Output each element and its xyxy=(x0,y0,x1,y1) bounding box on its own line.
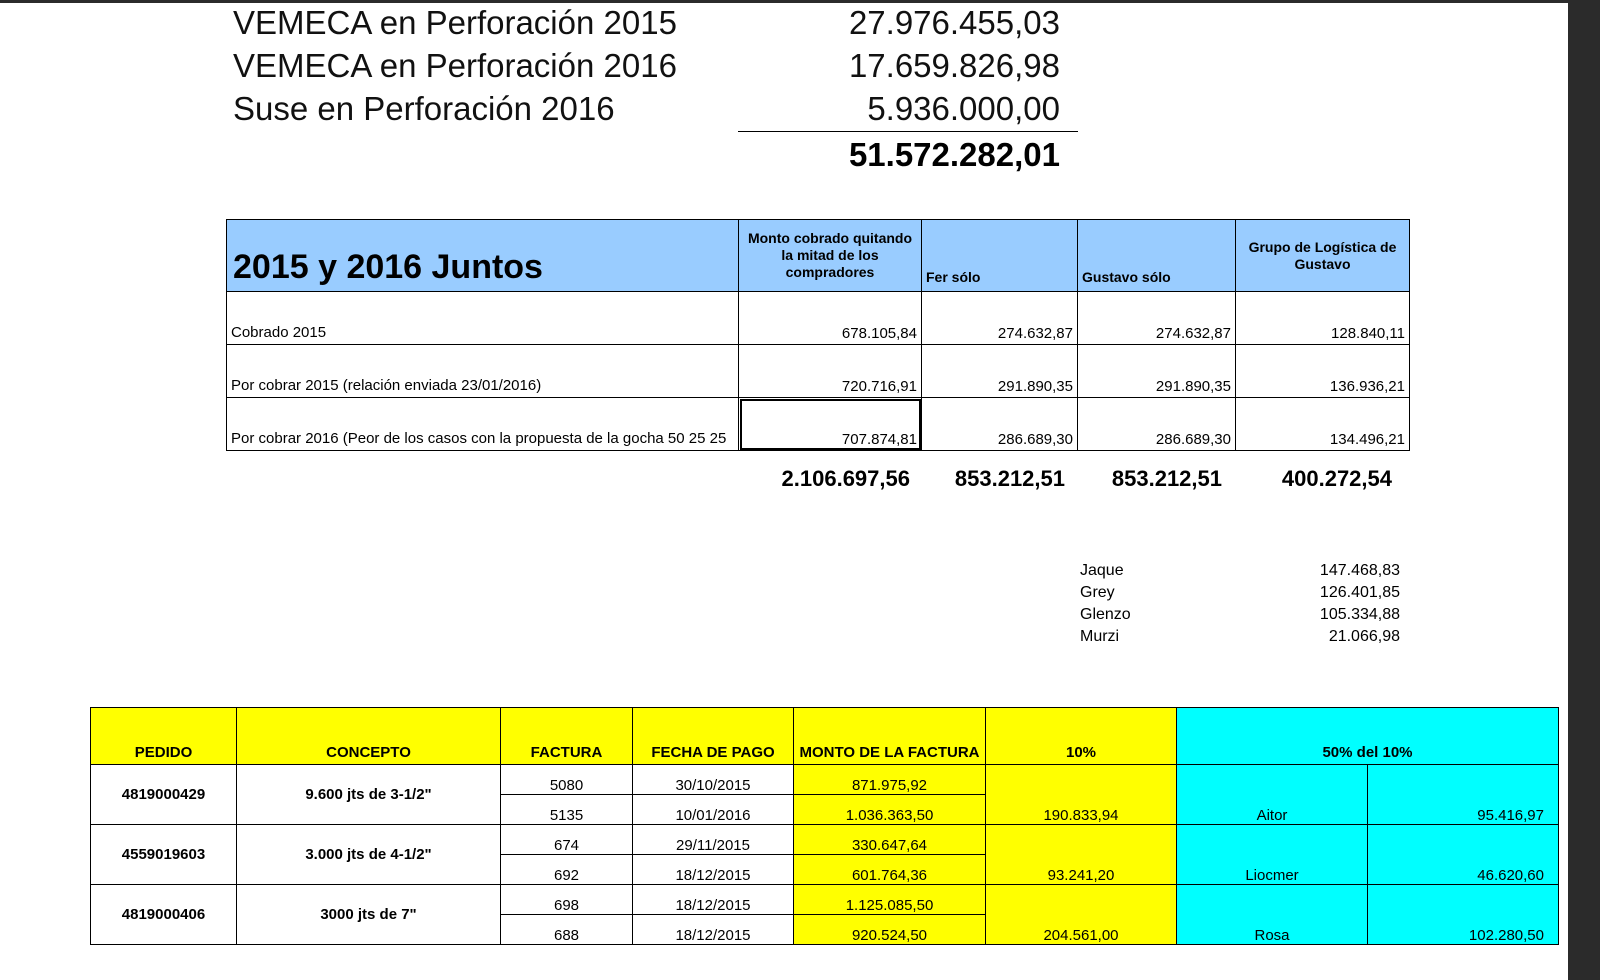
cell-fecha[interactable]: 29/11/2015 xyxy=(633,825,794,855)
person-value: 126.401,85 xyxy=(1319,584,1400,601)
cell-diez[interactable]: 204.561,00 xyxy=(986,885,1177,945)
row-label[interactable]: Por cobrar 2016 (Peor de los casos con la propuesta de la gocha 50 25 25 xyxy=(227,398,739,451)
header-fer-text: Fer sólo xyxy=(926,269,981,285)
cell-pedido[interactable]: 4819000429 xyxy=(91,765,237,825)
cell-factura[interactable]: 688 xyxy=(501,915,633,945)
cell-factura[interactable]: 5080 xyxy=(501,765,633,795)
header-monto[interactable]: MONTO DE LA FACTURA xyxy=(794,708,986,765)
cell-fer[interactable]: 291.890,35 xyxy=(922,345,1078,398)
header-grupo[interactable]: Grupo de Logística de Gustavo xyxy=(1236,220,1410,292)
table-row xyxy=(91,885,1559,915)
total-fer: 853.212,51 xyxy=(954,466,1065,491)
cell-fecha[interactable]: 30/10/2015 xyxy=(633,765,794,795)
person-value: 105.334,88 xyxy=(1319,606,1400,623)
total-gustavo: 853.212,51 xyxy=(1111,466,1222,491)
cell-fer[interactable]: 274.632,87 xyxy=(922,292,1078,345)
table-row xyxy=(91,765,1559,795)
cell-monto[interactable]: 720.716,91 xyxy=(739,345,922,398)
cell-monto[interactable]: 678.105,84 xyxy=(739,292,922,345)
summary-label: VEMECA en Perforación 2015 xyxy=(233,4,677,41)
cell-persona[interactable]: Rosa xyxy=(1177,885,1368,945)
window-top-border xyxy=(0,0,1600,3)
cell-gustavo[interactable]: 274.632,87 xyxy=(1078,292,1236,345)
table-row xyxy=(227,345,1410,398)
table-row xyxy=(91,825,1559,855)
cell-monto[interactable]: 920.524,50 xyxy=(794,915,986,945)
cell-monto[interactable]: 1.036.363,50 xyxy=(794,795,986,825)
header-pedido[interactable]: PEDIDO xyxy=(91,708,237,765)
header-concepto[interactable]: CONCEPTO xyxy=(237,708,501,765)
cell-concepto[interactable]: 3.000 jts de 4-1/2" xyxy=(237,825,501,885)
summary-sum-line xyxy=(738,131,1078,132)
header-gustavo[interactable] xyxy=(1078,220,1236,292)
header-gustavo-text: Gustavo sólo xyxy=(1082,269,1171,285)
table-title: 2015 y 2016 Juntos xyxy=(227,220,739,292)
summary-total: 51.572.282,01 xyxy=(848,136,1060,173)
cell-persona[interactable]: Aitor xyxy=(1177,765,1368,825)
cell-factura[interactable]: 692 xyxy=(501,855,633,885)
cell-monto[interactable]: 1.125.085,50 xyxy=(794,885,986,915)
invoice-table xyxy=(90,707,1559,945)
cell-concepto[interactable]: 9.600 jts de 3-1/2" xyxy=(237,765,501,825)
cell-diez[interactable]: 93.241,20 xyxy=(986,825,1177,885)
summary-label: Suse en Perforación 2016 xyxy=(233,90,615,127)
total-monto: 2.106.697,56 xyxy=(781,466,910,491)
row-label[interactable]: Por cobrar 2015 (relación enviada 23/01/2016) xyxy=(227,345,739,398)
cell-fecha[interactable]: 18/12/2015 xyxy=(633,915,794,945)
cell-fecha[interactable]: 10/01/2016 xyxy=(633,795,794,825)
header-monto[interactable]: Monto cobrado quitando la mitad de los compradores xyxy=(739,220,922,292)
cell-monto[interactable]: 871.975,92 xyxy=(794,765,986,795)
person-name: Jaque xyxy=(1080,562,1124,579)
person-name: Murzi xyxy=(1080,628,1120,645)
joint-summary-table xyxy=(226,219,1410,451)
table-row xyxy=(227,292,1410,345)
cell-pedido[interactable]: 4559019603 xyxy=(91,825,237,885)
header-diez[interactable]: 10% xyxy=(986,708,1177,765)
cell-fecha[interactable]: 18/12/2015 xyxy=(633,885,794,915)
cell-cincuenta[interactable]: 46.620,60 xyxy=(1368,825,1559,885)
summary-value: 5.936.000,00 xyxy=(867,90,1060,127)
cell-factura[interactable]: 674 xyxy=(501,825,633,855)
cell-cincuenta[interactable]: 102.280,50 xyxy=(1368,885,1559,945)
cell-monto[interactable]: 330.647,64 xyxy=(794,825,986,855)
cell-factura[interactable]: 5135 xyxy=(501,795,633,825)
cell-diez[interactable]: 190.833,94 xyxy=(986,765,1177,825)
cell-gustavo[interactable]: 291.890,35 xyxy=(1078,345,1236,398)
cell-monto[interactable]: 601.764,36 xyxy=(794,855,986,885)
person-value: 21.066,98 xyxy=(1328,628,1400,645)
cell-fecha[interactable]: 18/12/2015 xyxy=(633,855,794,885)
header-factura[interactable]: FACTURA xyxy=(501,708,633,765)
summary-value: 27.976.455,03 xyxy=(848,4,1060,41)
header-fer[interactable] xyxy=(922,220,1078,292)
cell-grupo[interactable]: 134.496,21 xyxy=(1236,398,1410,451)
person-name: Glenzo xyxy=(1080,606,1131,623)
header-fecha[interactable]: FECHA DE PAGO xyxy=(633,708,794,765)
total-grupo: 400.272,54 xyxy=(1281,466,1392,491)
cell-gustavo[interactable]: 286.689,30 xyxy=(1078,398,1236,451)
cell-monto-selected[interactable]: 707.874,81 xyxy=(739,398,922,451)
summary-label: VEMECA en Perforación 2016 xyxy=(233,47,677,84)
cell-grupo[interactable]: 128.840,11 xyxy=(1236,292,1410,345)
row-label[interactable]: Cobrado 2015 xyxy=(227,292,739,345)
person-name: Grey xyxy=(1080,584,1115,601)
cell-persona[interactable]: Liocmer xyxy=(1177,825,1368,885)
summary-value: 17.659.826,98 xyxy=(848,47,1060,84)
cell-pedido[interactable]: 4819000406 xyxy=(91,885,237,945)
cell-concepto[interactable]: 3000 jts de 7" xyxy=(237,885,501,945)
table-row xyxy=(227,398,1410,451)
header-cincuenta[interactable]: 50% del 10% xyxy=(1177,708,1559,765)
window-right-border xyxy=(1568,0,1600,980)
cell-grupo[interactable]: 136.936,21 xyxy=(1236,345,1410,398)
cell-cincuenta[interactable]: 95.416,97 xyxy=(1368,765,1559,825)
person-value: 147.468,83 xyxy=(1319,562,1400,579)
cell-fer[interactable]: 286.689,30 xyxy=(922,398,1078,451)
cell-factura[interactable]: 698 xyxy=(501,885,633,915)
